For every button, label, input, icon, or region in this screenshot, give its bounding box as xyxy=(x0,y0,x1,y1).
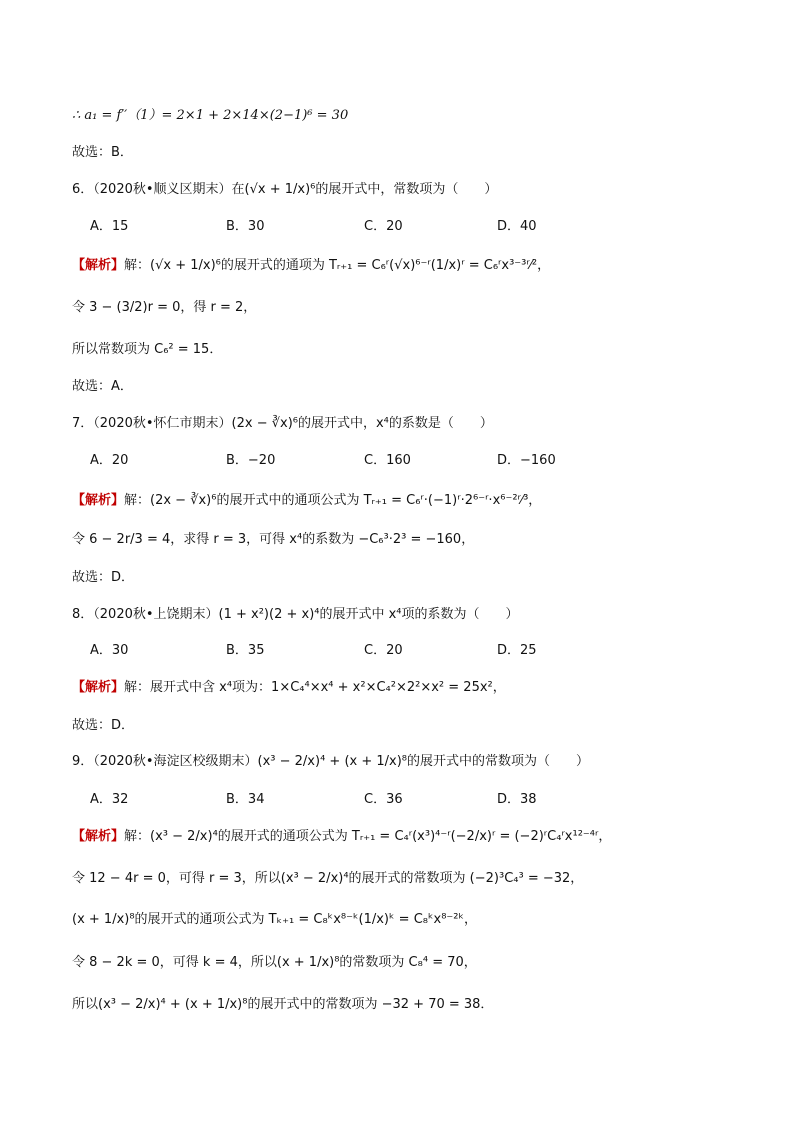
analysis-text: 解：(x³ − 2/x)⁴的展开式的通项公式为 Tᵣ₊₁ = C₄ʳ(x³)⁴⁻ʳ(−2/x)ʳ = (−2)ʳC₄ʳx¹²⁻⁴ʳ， xyxy=(124,829,612,844)
q9-option-a: A．32 xyxy=(90,792,129,807)
question-8: 8．（2020秋•上饶期末）(1 + x²)(2 + x)⁴的展开式中 x⁴项的系数为（ ） xyxy=(72,607,519,622)
analysis-tag: 【解析】 xyxy=(72,493,125,508)
q9-step-3: (x + 1/x)⁸的展开式的通项公式为 Tₖ₊₁ = C₈ᵏx⁸⁻ᵏ(1/x)ᵏ = C₈ᵏx⁸⁻²ᵏ， xyxy=(72,912,478,927)
q9-conclusion: 所以(x³ − 2/x)⁴ + (x + 1/x)⁸的展开式中的常数项为 −32 + 70 = 38． xyxy=(72,997,494,1012)
analysis-tag: 【解析】 xyxy=(72,680,125,695)
q6-option-b: B．30 xyxy=(226,219,265,234)
q9-step-2: 令 12 − 4r = 0，可得 r = 3，所以(x³ − 2/x)⁴的展开式的常数项为 (−2)³C₄³ = −32， xyxy=(72,871,584,886)
q6-option-c: C．20 xyxy=(364,219,403,234)
q6-answer: 故选：A． xyxy=(72,379,133,394)
q6-option-a: A．15 xyxy=(90,219,129,234)
analysis-text: 解：展开式中含 x⁴项为：1×C₄⁴×x⁴ + x²×C₄²×2²×x² = 25x²， xyxy=(124,680,506,695)
q7-step-2: 令 6 − 2r/3 = 4，求得 r = 3，可得 x⁴的系数为 −C₆³·2³ = −160， xyxy=(72,532,475,547)
q8-option-a: A．30 xyxy=(90,643,129,658)
q6-option-d: D．40 xyxy=(497,219,537,234)
analysis-text: 解：(2x − ∛x)⁶的展开式中的通项公式为 Tᵣ₊₁ = C₆ʳ·(−1)ʳ·2⁶⁻ʳ·x⁶⁻²ʳ⁄³， xyxy=(124,493,542,508)
q7-option-b: B．−20 xyxy=(226,453,276,468)
analysis-text: 解：(√x + 1/x)⁶的展开式的通项为 Tᵣ₊₁ = C₆ʳ(√x)⁶⁻ʳ(1/x)ʳ = C₆ʳx³⁻³ʳ⁄²， xyxy=(124,258,551,273)
q8-analysis xyxy=(72,678,506,698)
q7-option-a: A．20 xyxy=(90,453,129,468)
question-7: 7．（2020秋•怀仁市期末）(2x − ∛x)⁶的展开式中，x⁴的系数是（ ） xyxy=(72,416,493,431)
q6-step-3: 所以常数项为 C₆² = 15． xyxy=(72,342,223,357)
question-9: 9．（2020秋•海淀区校级期末）(x³ − 2/x)⁴ + (x + 1/x)⁸的展开式中的常数项为（ ） xyxy=(72,754,589,769)
q8-option-c: C．20 xyxy=(364,643,403,658)
q7-option-d: D．−160 xyxy=(497,453,556,468)
analysis-tag: 【解析】 xyxy=(72,258,125,273)
q8-option-d: D．25 xyxy=(497,643,537,658)
q7-option-c: C．160 xyxy=(364,453,411,468)
question-6: 6．（2020秋•顺义区期末）在(√x + 1/x)⁶的展开式中，常数项为（ ） xyxy=(72,182,498,197)
solution-line: ∴ a₁ = f′′（1）= 2×1 + 2×14×(2−1)⁶ = 30 xyxy=(72,108,349,123)
q9-option-d: D．38 xyxy=(497,792,537,807)
q8-answer: 故选：D． xyxy=(72,718,135,733)
q9-step-4: 令 8 − 2k = 0，可得 k = 4，所以(x + 1/x)⁸的常数项为 C₈⁴ = 70， xyxy=(72,955,477,970)
q7-analysis xyxy=(72,491,541,511)
q9-option-c: C．36 xyxy=(364,792,403,807)
answer-line: 故选：B． xyxy=(72,145,133,160)
q8-option-b: B．35 xyxy=(226,643,265,658)
analysis-tag: 【解析】 xyxy=(72,829,125,844)
q6-analysis xyxy=(72,256,550,276)
q6-step-2: 令 3 − (3/2)r = 0，得 r = 2， xyxy=(72,300,257,315)
q9-analysis xyxy=(72,827,611,847)
q7-answer: 故选：D． xyxy=(72,570,135,585)
q9-option-b: B．34 xyxy=(226,792,265,807)
